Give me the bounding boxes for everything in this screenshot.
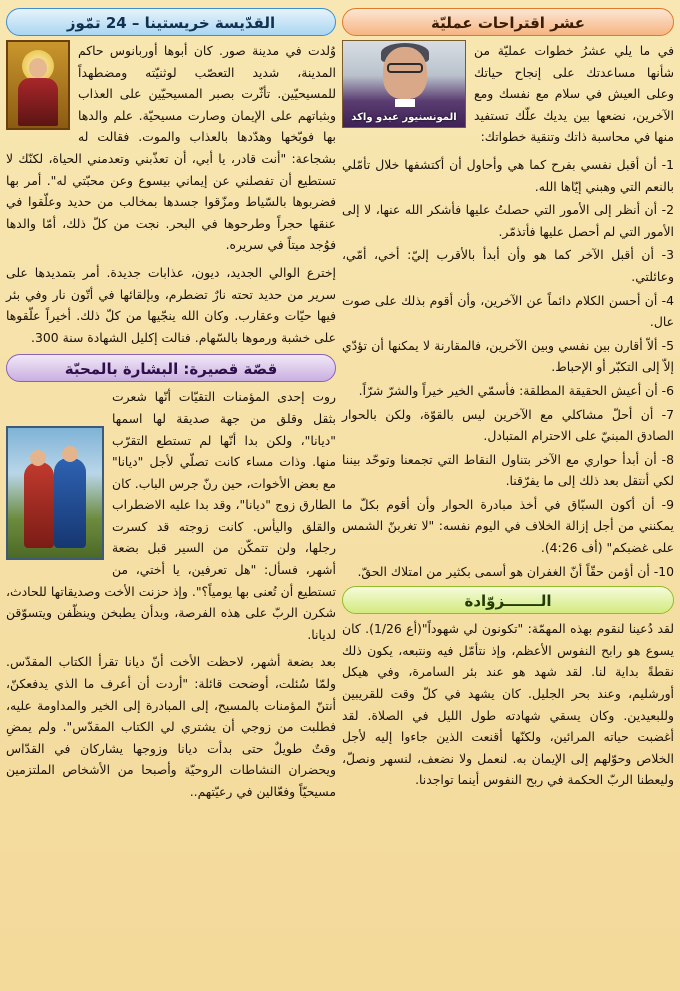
right-column [342, 8, 674, 797]
priest-face [383, 47, 427, 99]
ten-suggestions-banner [342, 8, 674, 36]
suggestion-item-9: 9- أن أكون السبّاق في أخذ مبادرة الحوار وأن أقوم بكلّ ما يمكنني من أجل إزالة الخلاف في اليوم نفسه: "لا تغربنّ الشمس على غضبكم" (أف 4:26). [342, 496, 674, 556]
story-paragraph-1: روت إحدى المؤمنات التقيّات أنّها شعرت بثقل وقلق من جهة صديقة لها اسمها "ديانا"، ولكن بدا أنّها لم تستطع التقرّب منها. وذات مساء كانت تصلّي لأجل "ديانا" مع بعض الأخوات، حين رنّ جرس الباب. كان الطارق زوج "ديانا"، وقد بدا عليه الاضطراب والقلق واليأس. كانت زوجته قد كسرت رجلها، ولن تتمكّن من السير قبل بضعة أشهر، فسأل: "هل تعرفين، يا أختي، من تستطيع أن تُعنى بها يومياً؟". وإذ حزنت الأخت وصديقاتها للحادث، شكرن الربّ على هذه الفرصة، وبدأن يطبخن وينظّفن ويتسوّقن لديانا. [6, 389, 336, 642]
priest-glasses [387, 63, 423, 73]
short-story-banner [6, 354, 336, 382]
zuwwada-text: لقد دُعينا لنقوم بهذه المهمّة: "تكونون لي شهوداً"(أع 1/26). كان يسوع هو رابح النفوس الأعظم، وإذ نتأمّل فيه ونتبعه، يكون ذلك نقطةً بداية لنا. لقد شهد هو عند بئر السامرة، وفي هيكل أورشليم، وعند بحر الجليل. كان يشهد في كلّ وقت للقريبين وللبعيدين. وكان يسقي شهادته طول الليل في الصلاة. لقد أغضبت حياته المرائين، ولكنّها أقنعت الذين جاءوا إليه لأجل الخلاص وحوّلهم إلى الإيمان به. لنعمل ولا نضعف، لنسهر ونصلّ، وليعطنا الربّ الحكمة في ربح النفوس أينما تواجدنا. [342, 621, 674, 788]
saint-head [29, 58, 47, 78]
priest-photo-caption: المونسنيور عبدو واكد [351, 112, 457, 123]
suggestion-item-3: 3- أن أقبل الآخر كما هو وأن أبدأ بالأقرب إليّ: أخي، أمّي، وعائلتي. [342, 247, 674, 284]
saint-icon-image [6, 40, 70, 130]
saint-robe [18, 78, 58, 126]
visitation-image [6, 426, 104, 560]
suggestion-item-7: 7- أن أحلّ مشاكلي مع الآخرين ليس بالقوّة، ولكن بالحوار الصادق المبنيّ على الاحترام المتبادل. [342, 406, 674, 444]
saint-banner [6, 8, 336, 36]
short-story-title: قصّة قصيرة: البشارة بالمحبّة [64, 360, 278, 379]
suggestions-intro: في ما يلي عشرُ خطوات عمليّة من شأنها مساعدتك على إنجاح حياتك وعلى العيش في سلام مع نفسك ومع الآخرين، نضعها بين يديك علّك تستفيد منها في محاسبة ذاتك وتنقية خطواتك: [474, 43, 674, 145]
zuwwada-banner [342, 586, 674, 614]
figure-blue [54, 458, 86, 548]
suggestion-item-6: 6- أن أعيش الحقيقة المطلقة: فأسمّي الخير خيراً والشرّ شرّاً. [358, 382, 674, 398]
suggestion-item-5: 5- ألاّ أقارن بين نفسي وبين الآخرين، فالمقارنة لا يمكنها أن تؤدّي إلاّ إلى التكبّر أو الإحباط. [342, 337, 674, 375]
suggestion-item-10: 10- أن أؤمن حقّاً أنّ الغفران هو أسمى بكثير من امتلاك الحقّ. [357, 563, 674, 579]
suggestion-item-4: 4- أن أحسن الكلام دائماً عن الآخرين، وأن أقوم بذلك على صوت عال. [342, 292, 674, 330]
saint-paragraph-1: وُلدت في مدينة صور. كان أبوها أوربانوس حاكم المدينة، شديد التعصّب لوثنيّته ومضطهداً للمسيحيّين. تأثّرت بصبر المسيحيّين على العذاب وبثباتهم على الإيمان وصارت مسيحيّة. علم والدها بها فوبّخها وهدّدها بالعذاب والموت. فقالت له بشجاعة: "أنت قادر، يا أبي، أن تعذّبني وتعدمني الحياة، لكنّك لا تستطيع أن تفصلني عن إيماني بيسوع وعن محبّتي له". أمر بها فضربوها بالسّياط ومزّقوا جسدها بمخالب من حديد وعلّقوا في عنقها حجراً وطرحوها في البحر. نجت من كلّ ذلك، أمّا والدها فوُجد ميتاً في سريره. [6, 43, 336, 253]
suggestion-item-8: 8- أن أبدأ حواري مع الآخر بتناول النقاط التي تجمعنا وتوحّد بيننا لكي أنتقل بعد ذلك إلى ما يفرّقنا. [342, 451, 674, 489]
ten-suggestions-title: عشر اقتراحات عمليّة [430, 14, 585, 32]
figure-red [24, 462, 54, 548]
zuwwada-title: الـــــــزوّادة [464, 592, 552, 611]
saint-paragraph-2: إخترع الوالي الجديد، ديون، عذابات جديدة. أمر بتمديدها على سرير من حديد تحته نارٌ تضطرم، وبإلقائها في أتّون نار وفي بئر فيها حيّات وعقارب. وكان الله ينجّيها من كلّ ذلك. أخيراً علّقوها على خشبة ورموها بالسّهام. فنالت إكليل الشهادة سنة 300. [6, 264, 336, 345]
priest-photo [342, 40, 466, 128]
left-column [6, 8, 336, 809]
suggestion-item-1: 1- أن أقبل نفسي بفرح كما هي وأحاول أن أكتشفها خلال تأمّلي بالنعم التي وهبني إيّاها الله. [342, 156, 674, 194]
suggestion-item-2: 2- أن أنظر إلى الأمور التي حصلتُ عليها فأشكر الله عنها، لا إلى الأمور التي لم أحصل عليها فأتذمّر. [342, 202, 674, 239]
story-paragraph-2: بعد بضعة أشهر، لاحظت الأخت أنّ ديانا تقرأ الكتاب المقدّس. ولمّا سُئلت، أوضحت قائلة: "أردت أن أعرف ما الذي يدفعكنّ، أنتنّ المؤمنات بالمسيح، إلى المبادرة إلى الخير والمداومة عليه، فطلبت من زوجي أن يشتري لي الكتاب المقدّس". ولم يمضِ وقتٌ طويلٌ حتى بدأت ديانا وزوجها يشاركان في القدّاس ويحضران النشاطات الروحيّة وأصبحا من الأشخاص الملتزمين مسيحيّاً وفعّالين في رعيّتهم.. [6, 654, 336, 799]
priest-collar [395, 99, 415, 107]
saint-title: القدّيسة خريستينا – 24 تمّوز [66, 14, 276, 32]
